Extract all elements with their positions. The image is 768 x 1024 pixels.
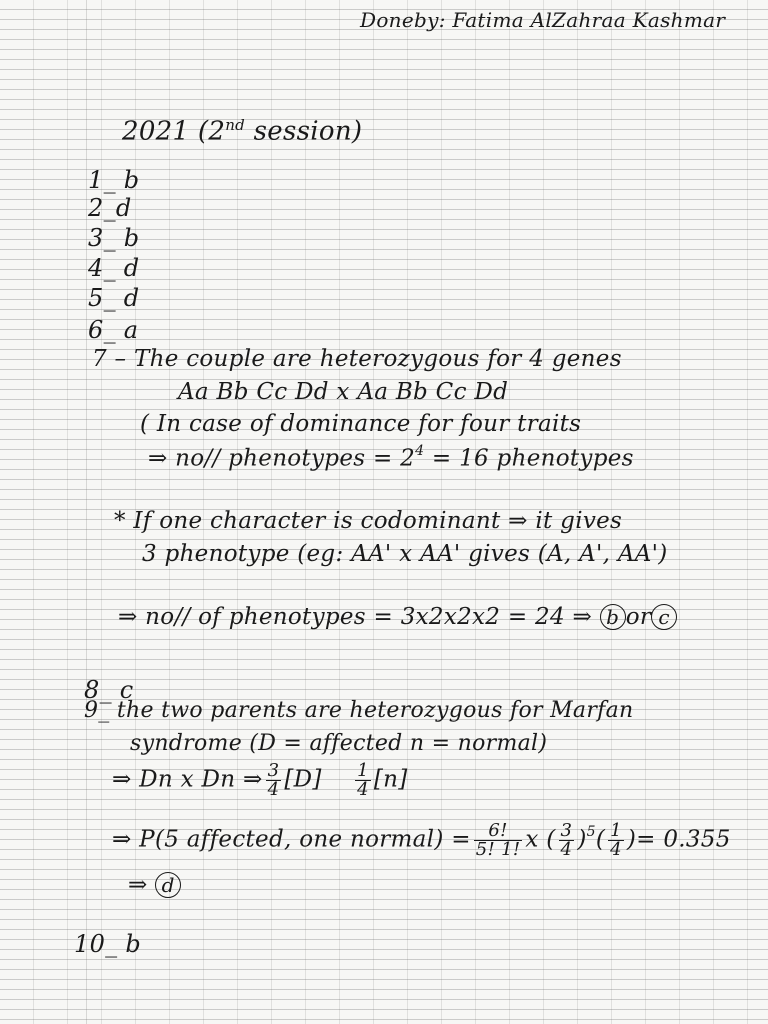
q7-codominant-example: 3 phenotype (eg: AA' x AA' gives (A, A', AA') [142,541,668,567]
q7-line-1: 7 – The couple are heterozygous for 4 genes [92,346,622,372]
answer-1: 1_ b [88,166,140,194]
page-title [122,118,362,145]
title-rest: session) [245,116,363,147]
answer-5: 5_ d [88,284,140,312]
q7-codominant-note: * If one character is codominant ⇒ it gives [114,508,623,534]
arrow: ⇒ [128,872,148,898]
q7-count-prefix: ⇒ no// phenotypes = 2 [148,445,416,472]
or-word: or [625,604,652,630]
option-b-circled: b [600,604,626,630]
option-c-circled: c [651,604,677,630]
phenotype-d: [D] [284,766,322,793]
answer-2: 2_d [88,194,132,222]
title-superscript: nd [225,116,246,134]
q9-syndrome-key: syndrome (D = affected n = normal) [130,731,548,756]
answer-8: 8_ c [84,676,134,704]
q9-probability: ⇒ P(5 affected, one normal) = $\frac{6!}{5! 1!}$ x ( $\frac{3}{4}$ )$^5$( $\frac{1}{4}$ )= 0.355 [112,820,731,860]
option-d-circled: d [155,872,181,898]
q9-answer [128,872,181,898]
q7-genotypes: Aa Bb Cc Dd x Aa Bb Cc Dd [178,379,509,405]
q9-result: = 0.355 [636,826,731,853]
fraction-three-quarters-2: $\frac{3}{4}$ [560,820,573,860]
title-main: 2021 (2 [122,116,226,147]
q9-cross-text: ⇒ Dn x Dn ⇒ [112,766,263,793]
margin-line [86,0,87,1024]
phenotype-n: [n] [373,766,408,793]
q9-cross [112,762,408,799]
q7-conclusion [118,604,677,630]
author-signature: Doneby: Fatima AlZahraa Kashmar [360,8,726,32]
answer-10: 10_ b [74,930,142,958]
q7-dominance-note: ( In case of dominance for four traits [140,411,582,437]
q7-exponent: 4 [415,443,425,459]
power-five: 5 [586,823,596,840]
times-sign: x [525,826,539,853]
answer-4: 4_ d [88,254,140,282]
fraction-three-quarters: $\frac{3}{4}$ [267,760,280,800]
q9-line-1: 9_ the two parents are heterozygous for Marfan [84,698,634,723]
q7-count-suffix: = 16 phenotypes [424,445,634,472]
q7-phenotype-count [148,443,634,472]
fraction-one-quarter-2: $\frac{1}{4}$ [610,820,622,860]
q7-conclusion-text: ⇒ no// of phenotypes = 3x2x2x2 = 24 ⇒ [118,604,593,630]
answer-3: 3_ b [88,224,140,252]
answer-6: 6_ a [88,316,139,344]
q9-probability-label: ⇒ P(5 affected, one normal) = [112,826,471,853]
fraction-one-quarter: $\frac{1}{4}$ [357,760,369,800]
fraction-combination: $\frac{6!}{5! 1!}$ [475,820,521,860]
